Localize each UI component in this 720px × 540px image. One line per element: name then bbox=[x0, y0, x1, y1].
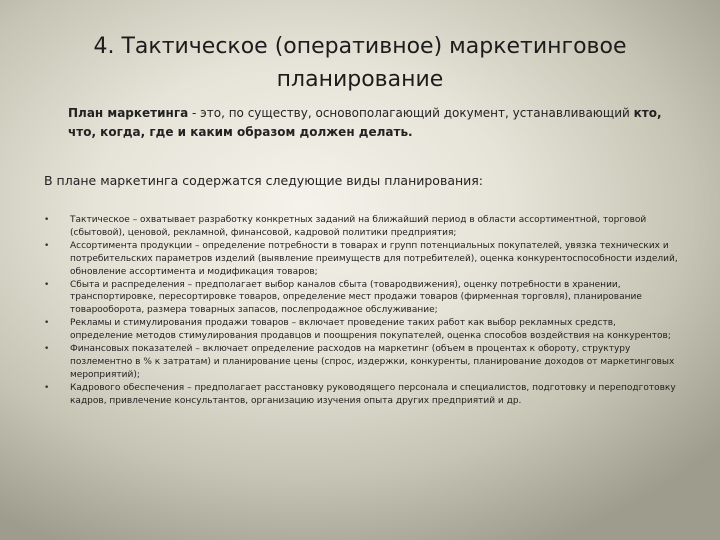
item-text: – включает проведение таких работ как выбор рекламных средств, определение методов стимулирования продавцов и поощрения покупателей, оценка способов воздействия на конкурентов; bbox=[70, 318, 671, 342]
item-term: Кадрового обеспечения bbox=[70, 382, 185, 393]
bullet-icon: • bbox=[44, 279, 50, 290]
item-term: Финансовых показателей bbox=[70, 344, 193, 355]
slide-title: 4. Тактическое (оперативное) маркетинговое планирование bbox=[93, 34, 627, 92]
list-item-advertising bbox=[44, 317, 680, 343]
list-item-financial bbox=[44, 343, 680, 382]
lead-emphasis: кто, что, когда, где и каким образом должен делать. bbox=[68, 106, 662, 139]
item-term: Ассортимента продукции bbox=[70, 240, 193, 251]
list-item-tactical bbox=[44, 214, 680, 240]
planning-types-list bbox=[44, 214, 680, 408]
list-item-staffing bbox=[44, 382, 680, 408]
item-text: – включает определение расходов на маркетинг (объем в процентах к обороту, структуру позлементно в % к затратам) и планирование цены (спрос, издержки, конкуренты, планирование доходов от маркетинговых мероприятий); bbox=[70, 344, 675, 380]
item-text: – охватывает разработку конкретных заданий на ближайший период в области ассортиментной, торговой (сбытовой), ценовой, рекламной, финансовой, кадровой политики предприятия; bbox=[70, 215, 647, 238]
bullet-icon: • bbox=[44, 240, 50, 251]
item-text: – определение потребности в товарах и групп потенциальных покупателей, увязка технических и потребительских параметров изделий (выявление преимуществ для потребителей), оценка конкурентоспособности изделий, обновление ассортимента и модификация товаров; bbox=[70, 240, 678, 277]
bullet-icon: • bbox=[44, 318, 50, 329]
list-item-distribution bbox=[44, 279, 680, 318]
intro-line: В плане маркетинга содержатся следующие виды планирования: bbox=[44, 173, 484, 188]
item-term: Сбыта и распределения bbox=[70, 279, 185, 290]
lead-paragraph bbox=[68, 104, 678, 142]
item-term: Тактическое bbox=[70, 215, 130, 225]
list-item-assortment bbox=[44, 240, 680, 279]
item-text: – предполагает расстановку руководящего персонала и специалистов, подготовку и переподготовку кадров, привлечение консультантов, организацию изучения опыта других предприятий и др. bbox=[70, 382, 676, 406]
lead-term: План маркетинга bbox=[68, 106, 189, 120]
bullet-icon: • bbox=[44, 344, 50, 355]
lead-text: - это, по существу, основополагающий документ, устанавливающий bbox=[188, 106, 634, 120]
bullet-icon: • bbox=[44, 215, 50, 225]
bullet-icon: • bbox=[44, 382, 50, 393]
item-term: Рекламы и стимулирования продажи товаров bbox=[70, 318, 289, 329]
item-text: – предполагает выбор каналов сбыта (товародвижения), оценку потребности в хранении, транспортировке, пересортировке товаров, определение мест продажи товаров (фирменная торговля), планирование товарооборота, размера товарных запасов, послепродажное обслуживание; bbox=[70, 279, 642, 316]
